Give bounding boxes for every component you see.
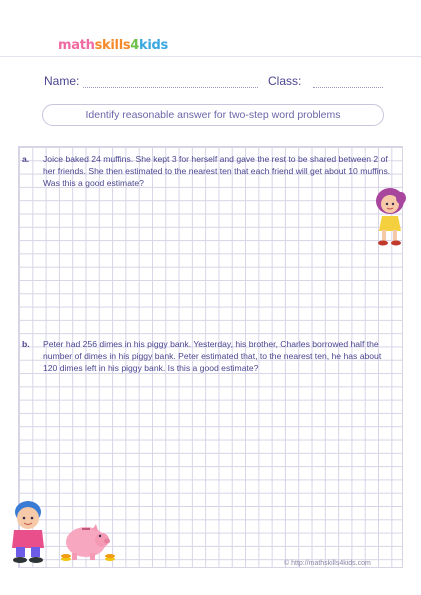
name-label: Name: (44, 74, 80, 88)
name-field (44, 74, 258, 88)
class-blank[interactable] (313, 76, 383, 88)
question-a-text: Joice baked 24 muffins. She kept 3 for herself and gave the rest to be shared between 2 of her friends. She then estimated to the nearest ten that each friend will get about 10 muffins. Was this a good estimate? (43, 154, 391, 188)
question-a-label: a. (22, 154, 30, 164)
girl-illustration (368, 186, 412, 248)
footer-copyright: © http://mathskills4kids.com (284, 560, 371, 567)
boy-illustration (4, 498, 54, 566)
name-blank[interactable] (83, 76, 258, 88)
class-label: Class: (268, 74, 302, 88)
header-divider (0, 56, 421, 57)
site-logo (58, 38, 168, 53)
question-b-text: Peter had 256 dimes in his piggy bank. Yesterday, his brother, Charles borrowed half the number of dimes in his piggy bank. Peter estimated that, to the nearest ten, he has about 120 dimes left in his piggy bank. Is this a good estimate? (43, 339, 382, 373)
class-field (268, 74, 383, 88)
logo-part-kids: kids (139, 38, 168, 53)
logo-part-skills: skills (94, 38, 131, 53)
logo-part-4: 4 (130, 38, 140, 53)
worksheet-title: Identify reasonable answer for two-step word problems (42, 104, 384, 126)
logo-part-math: math (58, 38, 95, 53)
piggy-bank-illustration (58, 522, 118, 564)
question-b-label: b. (22, 339, 30, 349)
